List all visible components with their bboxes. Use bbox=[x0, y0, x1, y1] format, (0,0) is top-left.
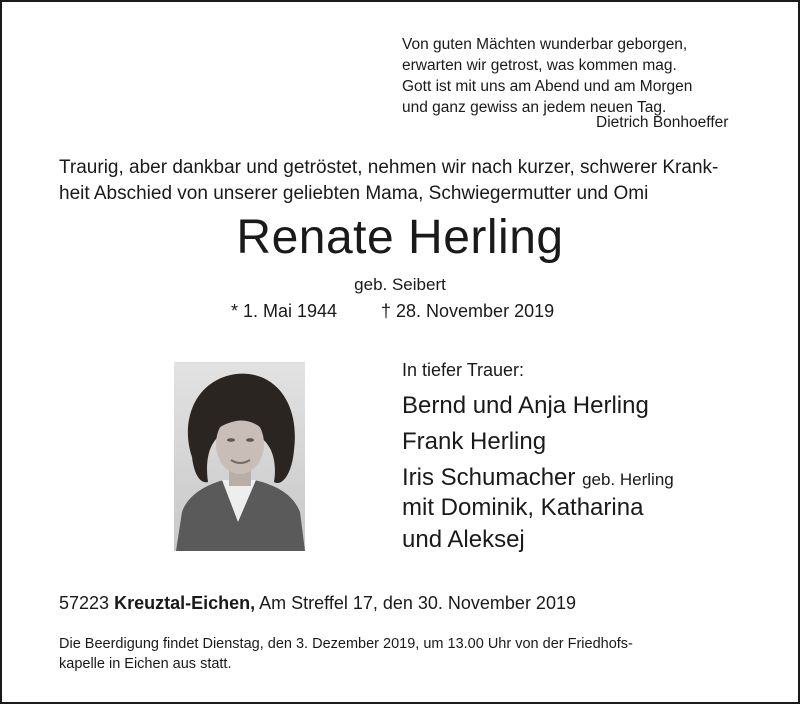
death-date: † 28. November 2019 bbox=[381, 301, 555, 321]
funeral-line: Die Beerdigung findet Dienstag, den 3. Dezember 2019, um 13.00 Uhr von der Friedhofs- bbox=[59, 636, 633, 652]
address-line bbox=[59, 593, 576, 614]
mourning-heading: In tiefer Trauer: bbox=[402, 360, 525, 380]
intro-line: heit Abschied von unserer geliebten Mama, Schwiegermutter und Omi bbox=[59, 183, 649, 204]
maiden-name: geb. Seibert bbox=[354, 275, 446, 294]
mourner-line: Bernd und Anja Herling bbox=[402, 392, 649, 419]
poem bbox=[402, 34, 692, 118]
address-city: Kreuztal-Eichen, bbox=[114, 593, 256, 613]
intro-text bbox=[59, 155, 718, 207]
mourner-line bbox=[402, 464, 674, 492]
intro-line: Traurig, aber dankbar und getröstet, nehmen wir nach kurzer, schwerer Krank- bbox=[59, 157, 719, 178]
address-street-date: Am Streffel 17, den 30. November 2019 bbox=[259, 593, 576, 613]
funeral-line: kapelle in Eichen aus statt. bbox=[59, 656, 232, 672]
poem-line: erwarten wir getrost, was kommen mag. bbox=[402, 57, 677, 74]
mourner-line: mit Dominik, Katharina bbox=[402, 494, 644, 521]
deceased-name: Renate Herling bbox=[236, 211, 564, 264]
funeral-info bbox=[59, 634, 633, 674]
birth-date: * 1. Mai 1944 bbox=[231, 301, 338, 321]
poem-line: Gott ist mit uns am Abend und am Morgen bbox=[402, 78, 693, 95]
portrait-photo bbox=[174, 362, 305, 551]
mourner-line: Frank Herling bbox=[402, 428, 547, 455]
mourner-line: und Aleksej bbox=[402, 526, 525, 553]
address-zip: 57223 bbox=[59, 593, 110, 613]
mourner-name: Iris Schumacher bbox=[402, 464, 576, 491]
poem-author: Dietrich Bonhoeffer bbox=[596, 114, 729, 131]
mourner-maiden-name: geb. Herling bbox=[582, 470, 674, 489]
poem-line: und ganz gewiss an jedem neuen Tag. bbox=[402, 99, 667, 116]
poem-line: Von guten Mächten wunderbar geborgen, bbox=[402, 36, 688, 53]
